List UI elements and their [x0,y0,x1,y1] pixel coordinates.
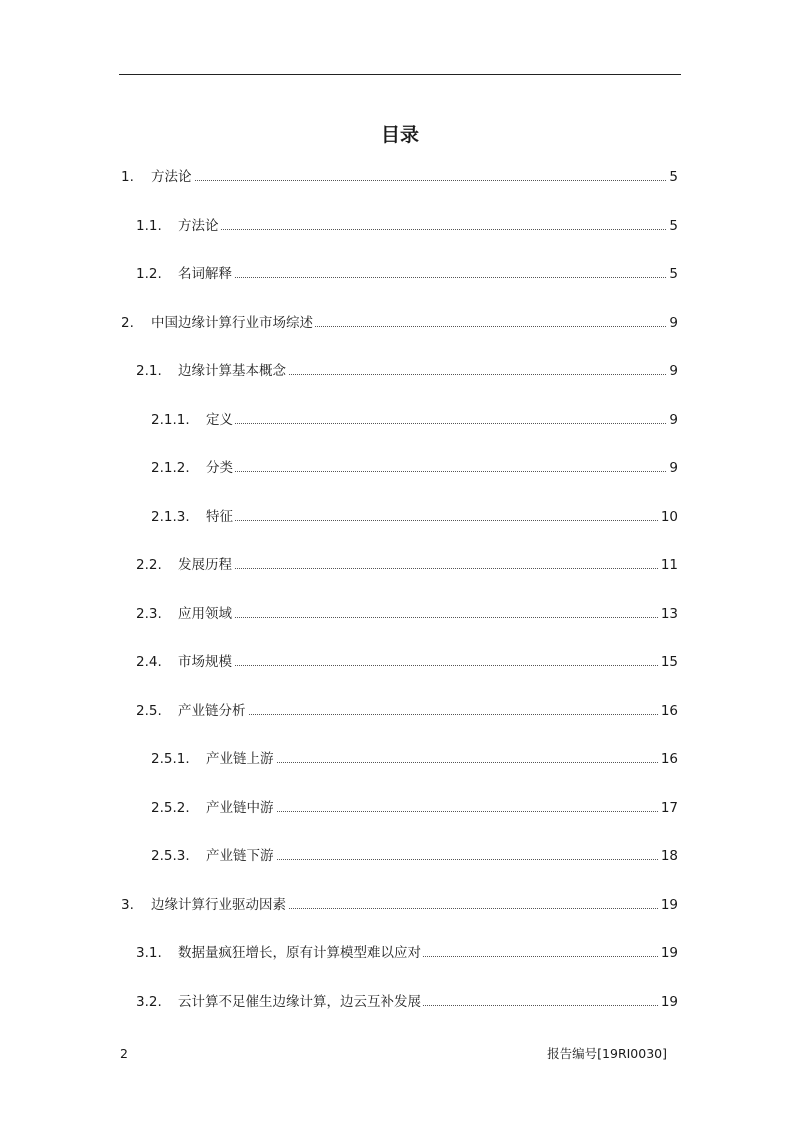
toc-dot-leader [206,520,666,521]
toc-entry-page: 19 [659,893,678,917]
toc-entry[interactable] [0,941,800,965]
toc-entry[interactable] [0,505,800,529]
toc-entry[interactable] [0,699,800,723]
toc-entry-number: 2.5. [136,702,162,719]
toc-entry-label: 方法论 [151,165,194,189]
page-title: 目录 [380,124,419,146]
toc-entry-label: 方法论 [178,214,221,238]
toc-entry-label: 名词解释 [178,262,234,286]
toc-entry-page: 16 [659,699,678,723]
toc-entry-label: 边缘计算基本概念 [178,359,288,383]
toc-entry[interactable] [0,602,800,626]
toc-entry-page: 16 [659,747,678,771]
toc-entry-page: 19 [659,941,678,965]
toc-entry-label: 发展历程 [178,553,234,577]
toc-dot-leader [178,277,666,278]
toc-entry[interactable] [0,553,800,577]
toc-entry-number: 2.5.3. [151,848,190,864]
toc-entry-page: 5 [667,214,678,238]
toc-dot-leader [178,568,666,569]
toc-entry-page: 9 [667,311,678,335]
toc-entry-number: 3.2. [136,993,162,1010]
toc-entry-page: 10 [659,505,678,529]
toc-dot-leader [206,471,666,472]
toc-entry[interactable] [0,893,800,917]
toc-entry-page: 18 [659,844,678,868]
toc-entry-number: 3.1. [136,945,162,961]
toc-entry-page: 13 [659,602,678,626]
toc-entry-number: 1.2. [136,266,162,282]
toc-entry-label: 市场规模 [178,650,234,674]
toc-dot-leader [151,180,666,181]
toc-entry-page: 15 [659,650,678,674]
toc-entry-label: 分类 [206,456,235,480]
toc-entry-number: 2.1.2. [151,460,190,476]
toc-entry-label: 数据量疯狂增长，原有计算模型难以应对 [178,941,423,965]
toc-entry[interactable] [0,262,800,286]
footer-page-number: 2 [120,1046,128,1061]
toc-dot-leader [206,423,666,424]
toc-entry[interactable] [0,796,800,820]
toc-entry-page: 5 [667,165,678,189]
toc-entry-page: 9 [667,408,678,432]
toc-entry-page: 9 [667,456,678,480]
toc-entry[interactable] [0,408,800,432]
toc-dot-leader [178,229,666,230]
toc-entry-number: 2.3. [136,605,162,622]
toc-entry-number: 2.2. [136,557,162,573]
toc-entry[interactable] [0,311,800,335]
toc-entry-label: 中国边缘计算行业市场综述 [151,311,315,335]
toc-entry-page: 9 [667,359,678,383]
toc-entry[interactable] [0,214,800,238]
toc-entry-number: 2.1.3. [151,508,190,525]
toc-entry-label: 产业链分析 [178,699,248,723]
toc-dot-leader [178,665,666,666]
footer-report-id: 报告编号[19RI0030] [547,1046,667,1061]
toc-entry-number: 2.4. [136,654,162,670]
toc-entry-page: 19 [659,990,678,1014]
toc-entry[interactable] [0,747,800,771]
toc-entry-number: 1. [121,169,134,185]
toc-entry-number: 2.1. [136,363,162,379]
toc-entry-number: 2.1.1. [151,411,190,428]
toc-entry-label: 特征 [206,505,235,529]
toc-entry-page: 5 [667,262,678,286]
toc-entry[interactable] [0,456,800,480]
toc-dot-leader [178,617,666,618]
toc-entry-label: 产业链下游 [206,844,276,868]
toc-entry-label: 产业链中游 [206,796,276,820]
toc-entry[interactable] [0,844,800,868]
toc-entry-label: 云计算不足催生边缘计算，边云互补发展 [178,990,423,1014]
toc-entry[interactable] [0,165,800,189]
toc-entry-label: 产业链上游 [206,747,276,771]
toc-entry-number: 2.5.1. [151,751,190,767]
toc-entry[interactable] [0,990,800,1014]
toc-entry-label: 边缘计算行业驱动因素 [151,893,288,917]
toc-entry-number: 2.5.2. [151,799,190,816]
toc-entry-number: 2. [121,314,134,331]
toc-entry-number: 3. [121,896,134,913]
toc-entry-label: 应用领域 [178,602,234,626]
toc-entry[interactable] [0,650,800,674]
toc-entry-page: 11 [659,553,678,577]
toc-dot-leader [178,714,666,715]
toc-entry-label: 定义 [206,408,235,432]
toc-entry-number: 1.1. [136,217,162,234]
toc-entry[interactable] [0,359,800,383]
toc-entry-page: 17 [659,796,678,820]
